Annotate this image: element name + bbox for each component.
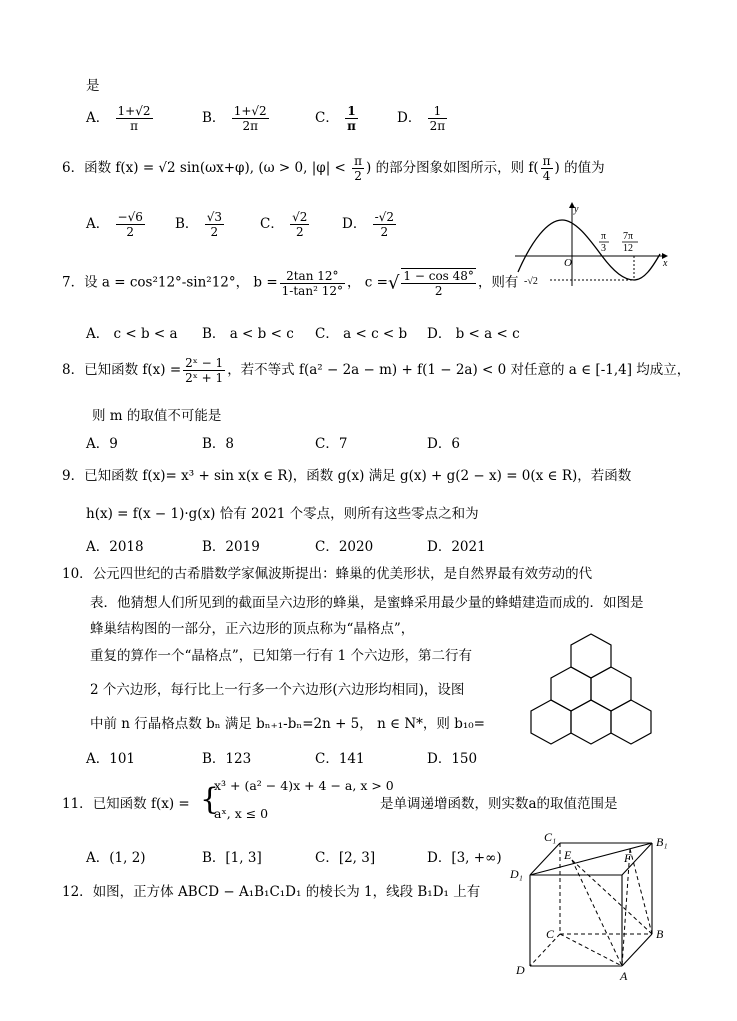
label-D: D [516, 963, 525, 977]
q11-option-b: B．[1, 3] [202, 850, 262, 866]
q8-option-c: C．7 [315, 436, 348, 452]
q7-option-c: C． a < c < b [315, 326, 408, 342]
q10-line1: 10．公元四世纪的古希腊数学家佩波斯提出：蜂巢的优美形状，是自然界最有效劳动的代 [62, 566, 593, 582]
q11-case1: x³ + (a² − 4)x + 4 − a, x > 0 [214, 778, 394, 793]
q10-option-c: C．141 [315, 751, 365, 767]
label-D1: D₁ [510, 867, 523, 881]
label-E: E [564, 848, 572, 862]
q8-line2: 则 m 的取值不可能是 [92, 408, 222, 424]
q9-option-d: D．2021 [427, 539, 486, 555]
honeycomb-figure [525, 628, 665, 753]
q5-option-a: A． $\frac{1+√2}{\pi}$ [86, 104, 151, 133]
x-label: x [663, 258, 668, 269]
q9-option-c: C．2020 [315, 539, 374, 555]
edge-C1D1 [530, 843, 560, 875]
q8-option-d: D．6 [427, 436, 460, 452]
segment-FA [622, 849, 630, 966]
q10-line6: 中前 n 行晶格点数 bₙ 满足 bₙ₊₁-bₙ=2n + 5， n ∈ N*，则 b₁₀= [90, 716, 485, 732]
edge-AB [622, 934, 652, 966]
q9-line1: 9．已知函数 f(x)= x³ + sin x(x ∈ R)，函数 g(x) 满足 g(x) + g(2 − x) = 0(x ∈ R)，若函数 [62, 468, 632, 484]
q6-option-a: A． $\frac{-√6}{2}$ [86, 210, 143, 239]
q11-stem: 11．已知函数 f(x) = [62, 796, 190, 812]
q10-line2: 表．他猜想人们所见到的截面呈六边形的蜂巢，是蜜蜂采用最少量的蜂蜡建造而成的．如图是 [90, 595, 644, 611]
q5-option-d: D． $\frac{1}{2\pi}$ [397, 104, 446, 133]
label-B1: B₁ [656, 835, 668, 849]
y-label: y [574, 204, 579, 215]
q5-tail: 是 [86, 78, 100, 94]
q9-line2: h(x) = f(x − 1)·g(x) 恰有 2021 个零点，则所有这些零点之和为 [86, 506, 479, 522]
q7-stem: 7．设 a = cos²12°-sin²12°， b = $\frac{2\tan 12^\circ}{\text{1-tan² 12°}}$ ， c =√ $\frac{1 - \cos 48^\circ}{2}$ ，则有 [62, 268, 519, 298]
q6-option-b: B． $\frac{√3}{2}$ [175, 210, 222, 239]
label-C: C [546, 927, 555, 941]
q7-option-b: B． a < b < c [202, 326, 294, 342]
tick2-den: 12 [623, 243, 633, 254]
q10-option-a: A．101 [86, 751, 136, 767]
cube-figure [508, 828, 688, 1018]
q8-stem: 8．已知函数 f(x) = $\frac{\text{2ˣ − 1}}{\text{2ˣ + 1}}$ ，若不等式 f(a² − 2a − m) + f(1 − 2a) < 0 对任意的 a ∈ [-1,4] 均成立， [62, 356, 691, 385]
segment-FB [630, 849, 652, 934]
tick1-num: π [601, 231, 607, 242]
label-F: F [624, 851, 632, 865]
q5-option-b: B． $\frac{1+√2}{2\pi}$ [202, 104, 267, 133]
label-B: B [656, 927, 664, 941]
q11-option-c: C．[2, 3] [315, 850, 376, 866]
hexagon-row2-left [551, 667, 591, 711]
tick2-num: 7π [623, 231, 634, 242]
label-C1: C₁ [544, 830, 557, 844]
sine-curve [518, 220, 660, 280]
q5-option-c: C． $\frac{1}{\pi}$ [315, 104, 356, 133]
segment-B1D1 [530, 843, 652, 875]
hexagon-row1 [571, 634, 611, 678]
label-A: A [620, 969, 628, 983]
q9-option-a: A．2018 [86, 539, 144, 555]
segment-CA [560, 934, 622, 966]
q10-option-b: B．123 [202, 751, 252, 767]
sqrt-sign: √ [387, 272, 400, 294]
origin-label: O [564, 257, 572, 269]
q8-option-a: A．9 [86, 436, 118, 452]
q6-stem: 6．函数 f(x) = √2 sin(ωx+φ), (ω > 0, |φ| < $\frac{\pi}{2}$ ) 的部分图象如图所示，则 f( $\frac{\pi}{4}$ ) 的值为 [62, 154, 605, 183]
q6-option-d: D． $\frac{-√2}{2}$ [342, 210, 394, 239]
q9-option-b: B．2019 [202, 539, 260, 555]
q10-line3: 蜂巢结构图的一部分，正六边形的顶点称为“晶格点”， [90, 621, 415, 637]
sine-graph [510, 200, 670, 290]
q6-option-c: C． $\frac{√2}{2}$ [260, 210, 308, 239]
q10-line4: 重复的算作一个“晶格点”，已知第一行有 1 个六边形，第二行有 [90, 648, 472, 664]
y-tick-label: -√2 [524, 276, 538, 287]
hexagon-row2-right [591, 667, 631, 711]
hexagon-row3-right [611, 700, 651, 744]
q10-line5: 2 个六边形，每行比上一行多一个六边形(六边形均相同)，设图 [90, 682, 465, 698]
edge-CD [530, 934, 560, 966]
q11-case2: aˣ, x ≤ 0 [214, 806, 269, 821]
q11-option-a: A．(1, 2) [86, 850, 146, 866]
q12-stem: 12．如图，正方体 ABCD − A₁B₁C₁D₁ 的棱长为 1，线段 B₁D₁ 上有 [62, 884, 481, 900]
q11-option-d: D．[3, +∞) [427, 850, 502, 866]
segment-EB [572, 860, 652, 934]
hexagon-row3-mid [571, 700, 611, 744]
q8-option-b: B．8 [202, 436, 235, 452]
q10-option-d: D．150 [427, 751, 478, 767]
q7-option-d: D． b < a < c [427, 326, 520, 342]
hexagon-row3-left [531, 700, 571, 744]
q7-option-a: A． c < b < a [86, 326, 178, 342]
segment-EA [572, 860, 622, 966]
q11-tail: 是单调递增函数，则实数a的取值范围是 [380, 796, 618, 812]
q11-brace: { [200, 782, 220, 817]
tick1-den: 3 [601, 243, 606, 254]
